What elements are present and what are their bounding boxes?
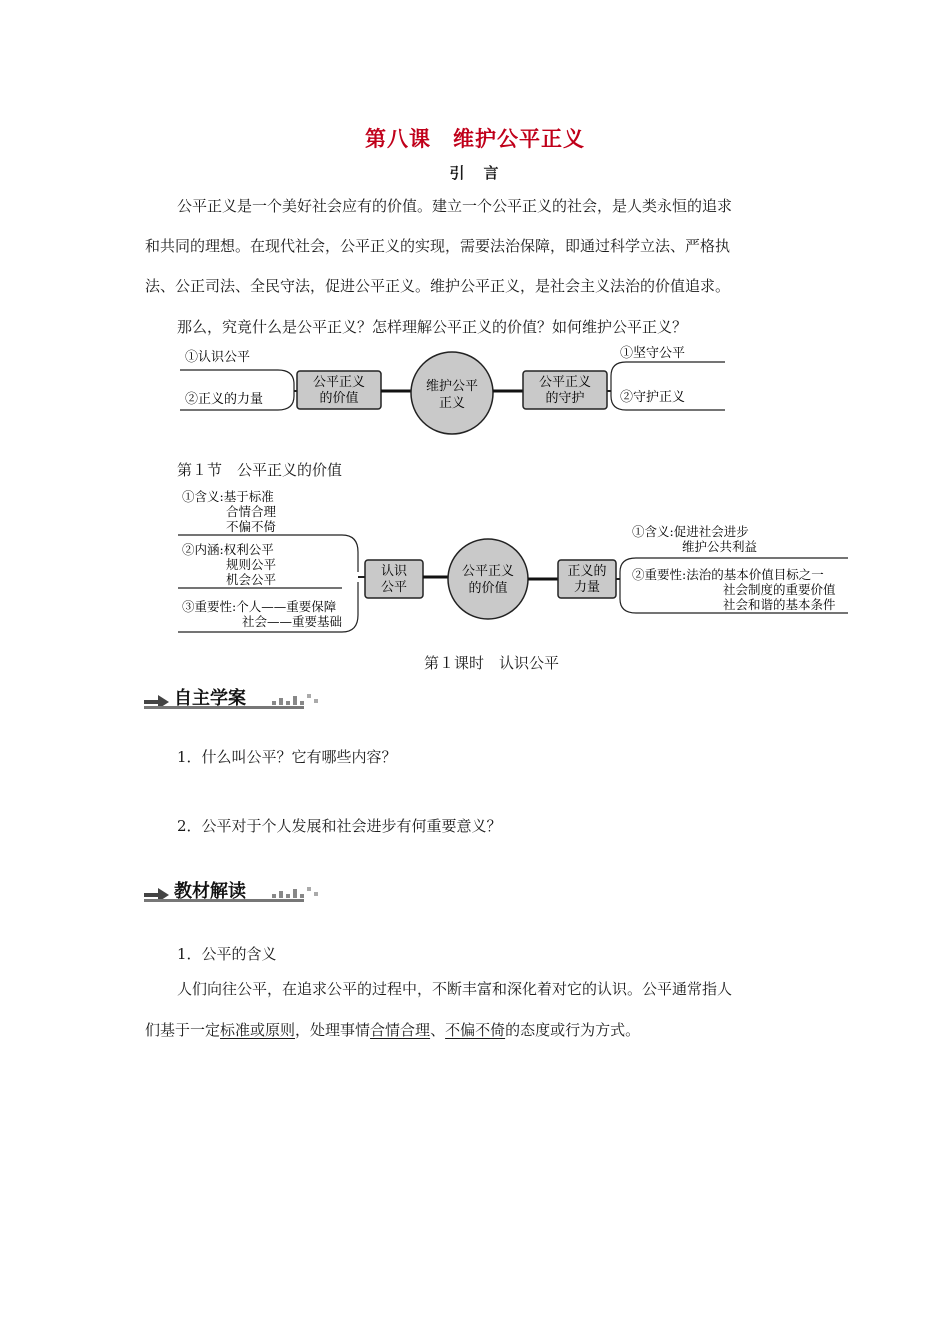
svg-text:的价值: 的价值: [319, 391, 359, 406]
svg-text:社会制度的重要价值: 社会制度的重要价值: [723, 582, 836, 597]
map2-left-item-1: ①含义:基于标准: [182, 489, 274, 504]
svg-text:正义的: 正义的: [567, 564, 607, 579]
svg-text:规则公平: 规则公平: [226, 557, 277, 572]
svg-text:维护公平: 维护公平: [425, 379, 479, 394]
svg-text:公平正义: 公平正义: [461, 564, 515, 579]
map1-left-item-1: ①认识公平: [185, 350, 251, 365]
map2-right-item-1: ①含义:促进社会进步: [632, 524, 749, 539]
svg-text:自主学案: 自主学案: [174, 688, 246, 709]
svg-text:公平: 公平: [380, 580, 408, 595]
map2-center-node: [448, 539, 528, 619]
svg-text:维护公共利益: 维护公共利益: [682, 539, 758, 554]
svg-text:不偏不倚: 不偏不倚: [226, 519, 277, 534]
intro-line-2: 和共同的理想。在现代社会，公平正义的实现，需要法治保障，即通过科学立法、严格执: [145, 237, 731, 255]
svg-text:的守护: 的守护: [545, 391, 585, 406]
map1-left-box-text: 公平正义: [312, 375, 366, 390]
self-study-question-2: 2．公平对于个人发展和社会进步有何重要意义？: [177, 817, 502, 835]
lesson-title: 第八课 维护公平正义: [365, 126, 585, 151]
underlined-term-reasonable: 合情合理: [370, 1021, 431, 1039]
intro-paragraph: [145, 186, 810, 306]
section-heading: 第１节 公平正义的价值: [177, 461, 343, 479]
banner-self-study: [142, 684, 324, 714]
banner-textbook: [142, 877, 324, 907]
svg-text:力量: 力量: [573, 580, 601, 595]
map2-right-item-2: ②重要性:法治的基本价值目标之一: [632, 567, 824, 582]
reading-line-1: 人们向往公平，在追求公平的过程中，不断丰富和深化着对它的认识。公平通常指人: [177, 980, 733, 998]
svg-text:教材解读: 教材解读: [174, 881, 246, 902]
self-study-question-1: 1．什么叫公平？它有哪些内容？: [177, 748, 397, 766]
svg-text:合情合理: 合情合理: [226, 504, 277, 519]
reading-line-2: 们基于一定标准或原则，处理事情合情合理、不偏不倚的态度或行为方式。: [145, 1021, 641, 1039]
intro-questions: 那么，究竟什么是公平正义？怎样理解公平正义的价值？如何维护公平正义？: [177, 318, 688, 336]
svg-text:的价值: 的价值: [468, 581, 508, 596]
intro-heading: 引 言: [449, 164, 501, 182]
svg-text:正义: 正义: [438, 396, 466, 411]
map2-left-item-2: ②内涵:权利公平: [182, 542, 274, 557]
svg-text:认识: 认识: [380, 564, 408, 579]
lesson-period: 第１课时 认识公平: [423, 654, 559, 672]
svg-text:机会公平: 机会公平: [226, 572, 277, 587]
reading-heading: 1．公平的含义: [177, 945, 277, 963]
svg-text:社会——重要基础: 社会——重要基础: [242, 614, 343, 629]
intro-line-3: 法、公正司法、全民守法，促进公平正义。维护公平正义，是社会主义法治的价值追求。: [145, 277, 731, 295]
svg-text:公平正义: 公平正义: [538, 375, 592, 390]
svg-text:社会和谐的基本条件: 社会和谐的基本条件: [723, 597, 836, 612]
intro-line-1: 公平正义是一个美好社会应有的价值。建立一个公平正义的社会，是人类永恒的追求: [177, 197, 733, 215]
map2-left-item-3: ③重要性:个人——重要保障: [182, 599, 337, 614]
map1-right-item-2: ②守护正义: [620, 390, 686, 405]
underlined-term-impartial: 不偏不倚: [445, 1021, 506, 1039]
underlined-term-standard: 标准或原则: [220, 1021, 296, 1039]
map1-left-item-2: ②正义的力量: [185, 392, 264, 407]
map1-right-item-1: ①坚守公平: [620, 346, 686, 361]
mind-map-unit-overview: [170, 340, 740, 440]
mind-map-section-1: [170, 484, 860, 644]
